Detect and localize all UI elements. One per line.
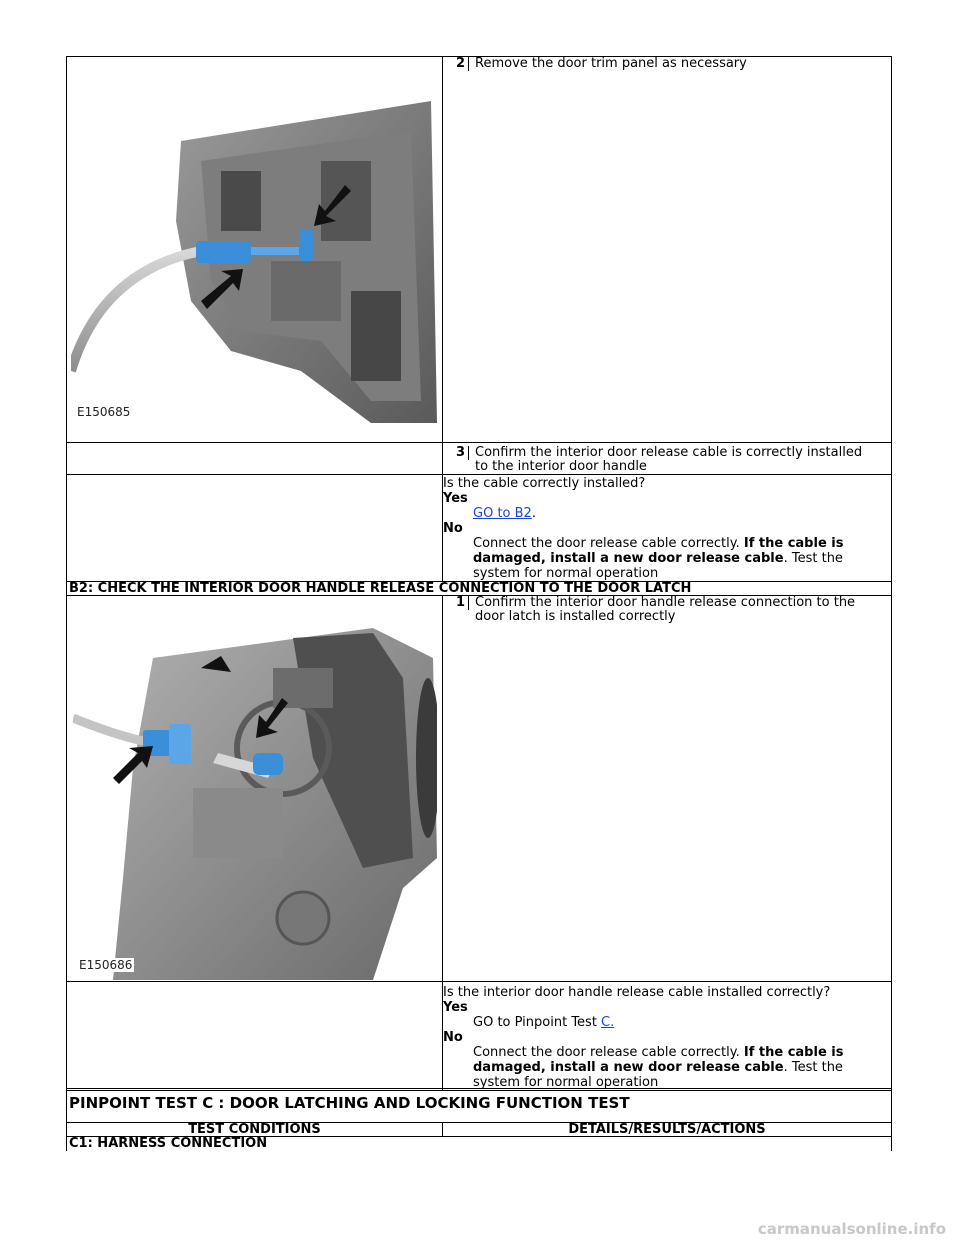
go-to-b2-link[interactable]: GO to B2 (473, 506, 532, 521)
section-header-c1: C1: HARNESS CONNECTION (67, 1137, 892, 1151)
figure-label: E150686 (79, 958, 133, 972)
step-row (443, 596, 891, 624)
no-label: No (443, 1030, 463, 1045)
step-text: Confirm the interior door handle release connection to the door latch is installed correctly (475, 595, 856, 624)
door-latch-illustration (73, 618, 437, 980)
no-action: Connect the door release cable correctly. If the cable is damaged, install a new door release cable. Test the system for normal operation (473, 536, 844, 581)
step-number: 3 (443, 446, 469, 460)
column-header-details: DETAILS/RESULTS/ACTIONS (443, 1123, 892, 1137)
step-number: 2 (443, 57, 469, 71)
table-row (67, 596, 892, 982)
table-row (67, 982, 892, 1091)
no-label: No (443, 521, 463, 536)
step-text: Remove the door trim panel as necessary (475, 56, 747, 71)
table-row (67, 1137, 892, 1151)
diagnostic-table (66, 56, 892, 1091)
door-latch-figure (73, 618, 437, 980)
table-row (67, 443, 892, 475)
door-handle-figure (71, 101, 437, 423)
pinpoint-test-table (66, 1088, 892, 1151)
step-row (443, 57, 891, 71)
yes-action: GO to Pinpoint Test C. (473, 1015, 615, 1030)
pinpoint-test-c-link[interactable]: C. (601, 1015, 615, 1030)
table-row (67, 582, 892, 596)
step-row (443, 443, 891, 474)
yes-action: GO to B2. (473, 506, 536, 521)
table-row (67, 475, 892, 582)
step-text: Confirm the interior door release cable is correctly installed to the interior door handle (475, 445, 863, 474)
table-row (67, 57, 892, 443)
step-number: 1 (443, 596, 469, 610)
yes-label: Yes (443, 1000, 468, 1015)
figure-cell (67, 57, 443, 443)
no-action: Connect the door release cable correctly. If the cable is damaged, install a new door release cable. Test the system for normal operation (473, 1045, 844, 1090)
pinpoint-title: PINPOINT TEST C : DOOR LATCHING AND LOCKING FUNCTION TEST (67, 1089, 892, 1123)
watermark-footer: carmanualsonline.info (757, 1220, 946, 1238)
figure-cell (67, 596, 443, 982)
figure-label: E150685 (77, 405, 131, 419)
yes-label: Yes (443, 491, 468, 506)
door-handle-illustration (71, 101, 437, 423)
column-header-test-conditions: TEST CONDITIONS (67, 1123, 443, 1137)
table-row (67, 1089, 892, 1123)
section-header-b2: B2: CHECK THE INTERIOR DOOR HANDLE RELEASE CONNECTION TO THE DOOR LATCH (67, 582, 892, 596)
question-text: Is the cable correctly installed? (443, 476, 646, 491)
question-text: Is the interior door handle release cable installed correctly? (443, 985, 831, 1000)
table-row (67, 1123, 892, 1137)
